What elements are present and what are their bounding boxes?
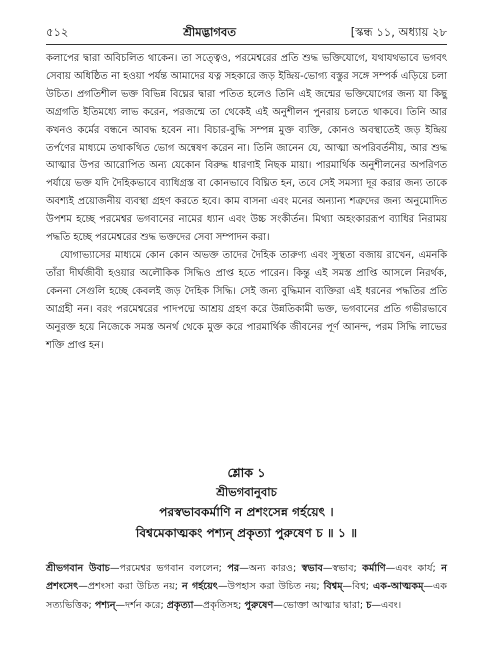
synonym-term: কর্মাণি [362,563,386,574]
page-number: ৫১২ [46,24,69,39]
synonym-term: ন প্রশংসেৎ [46,563,448,593]
synonym-meaning: —দর্শন করে; [115,599,167,611]
synonym-term: এক-আত্মকম্ [372,581,424,593]
paragraph: যোগাভ্যাসের মাধ্যমে কোন কোন অভক্ত তাদের দৈহিক তারুণ্য এবং সুস্থতা বজায় রাখেন, এমনকি তাঁরা দীর্ঘজীবী হওয়ার অলৌকিক সিদ্ধিও প্রাপ্ত হতে পারেন। কিন্তু এই সমস্ত প্রাপ্তি আসলে নিরর্থক, কেননা সেগুলি হচ্ছে কেবলই জড় দৈহিক সিদ্ধি। সেই জন্য বুদ্ধিমান ব্যক্তিরা এই ধরনের পদ্ধতির প্রতি আগ্রহী নন। বরং পরমেশ্বরের পাদপদ্মে আশ্রয় গ্রহণ করে উন্নতিকামী ভক্ত, ভগবানের প্রতি গভীরভাবে অনুরক্ত হয়ে নিজেকে সমস্ত অনর্থ থেকে মুক্ত করে পারমার্থিক জীবনের পূর্ণ আনন্দ, পরম সিদ্ধি লাভের শক্তি প্রাপ্ত হন। [46,249,447,351]
word-for-word-synonyms [46,560,447,615]
synonym-meaning: —প্রশংসা করা উচিত নয়; [78,581,182,593]
synonym-term: পুরুষেণ [244,599,274,611]
verse-line: পরস্বভাবকর্মাণি ন প্রশংসেন্ন গর্হয়েৎ । [159,505,334,519]
synonym-meaning: —স্বভাব; [322,563,363,574]
header-rule [46,44,447,45]
synonym-term: ন গর্হয়েৎ [181,581,218,593]
synonym-meaning: —এক সত্যভিত্তিক; [46,581,448,611]
commentary-text [46,50,447,354]
synonym-meaning: —এবং। [371,599,402,611]
synonym-meaning: —উপহাস করা উচিত নয়; [217,581,324,593]
paragraph: কলাপের দ্বারা অবিচলিত থাকেন। তা সত্ত্বেও, পরমেশ্বরের প্রতি শুদ্ধ ভক্তিযোগে, যথাযথভাবে ভগবৎ সেবায় অধিষ্ঠিত না হওয়া পর্যন্ত আমাদের যত্ন সহকারে জড় ইন্দ্রিয়-ভোগ্য বস্তুর সঙ্গে সম্পর্ক এড়িয়ে চলা উচিত। প্রগতিশীল ভক্ত বিভিন্ন বিঘ্নের দ্বারা পতিত হলেও তিনি এই জন্মের ভক্তিযোগের জন্য যা কিছু অগ্রগতি ইতিমধ্যে লাভ করেন, পরজন্মে তা থেকেই এই অনুশীলন পুনরায় চলতে থাকবে। তিনি আর কখনও কর্মের বন্ধনে আবদ্ধ হবেন না। বিচার-বুদ্ধি সম্পন্ন মুক্ত ব্যক্তি, কোনও অবস্থাতেই জড় ইন্দ্রিয় তর্পণের মাধ্যমে তথাকথিত ভোগ অন্বেষণ করেন না। তিনি জানেন যে, আত্মা অপরিবর্তনীয়, আর শুদ্ধ আত্মার উপর আরোপিত অন্য যেকোন বিরুদ্ধ ধারণাই নিছক মায়া। পারমার্থিক অনুশীলনের অপরিণত পর্যায়ে ভক্ত যদি দৈহিকভাবে ব্যাধিগ্রস্ত বা কোনভাবে বিঘ্নিত হন, তবে সেই সমস্যা দূর করার জন্য তাকে অবশ্যই প্রয়োজনীয় ব্যবস্থা গ্রহণ করতে হবে। কাম বাসনা এবং মনের অন্যান্য শত্রুদের জন্য অনুমোদিত উপশম হচ্ছে পরমেশ্বর ভগবানের নামের ধ্যান এবং উচ্চ সংকীর্তন। মিথ্যা অহংকাররূপ ব্যাধির নিরাময় পদ্ধতি হচ্ছে পরমেশ্বরের শুদ্ধ ভক্তদের সেবা সম্পাদন করা। [46,53,447,244]
synonym-term: পর [227,563,240,574]
book-title: শ্রীমদ্ভাগবত [183,24,236,39]
synonym-term: পশ্যন্ [94,599,116,611]
verse-number: শ্লোক ১ [227,465,266,480]
synonym-term: বিশ্বম্ [323,581,343,593]
synonym-meaning: —অন্য কারও; [239,563,302,574]
synonym-meaning: —পরমেশ্বর ভগবান বললেন; [109,563,228,574]
synonym-meaning: —ভোক্তা আত্মার দ্বারা; [273,599,367,611]
verse-line: বিশ্বমেকাত্মকং পশ্যন্ প্রকৃত্যা পুরুষেণ চ ॥ ১ ॥ [135,526,358,540]
section-label: [স্কন্ধ ১১, অধ্যায় ২৮ [350,24,447,39]
verse-block [46,463,447,544]
synonym-term: শ্রীভগবান উবাচ [46,563,110,574]
synonym-term: চ [366,599,372,611]
verse-speaker: শ্রীভগবানুবাচ [216,485,277,499]
synonym-meaning: —এবং কার্য; [385,563,442,574]
synonym-term: প্রকৃত্যা [166,599,194,611]
synonym-meaning: —প্রকৃতিসহ; [193,599,245,611]
running-header [46,24,447,42]
synonym-term: স্বভাব [301,563,323,574]
synonym-meaning: —বিশ্ব; [342,581,373,593]
